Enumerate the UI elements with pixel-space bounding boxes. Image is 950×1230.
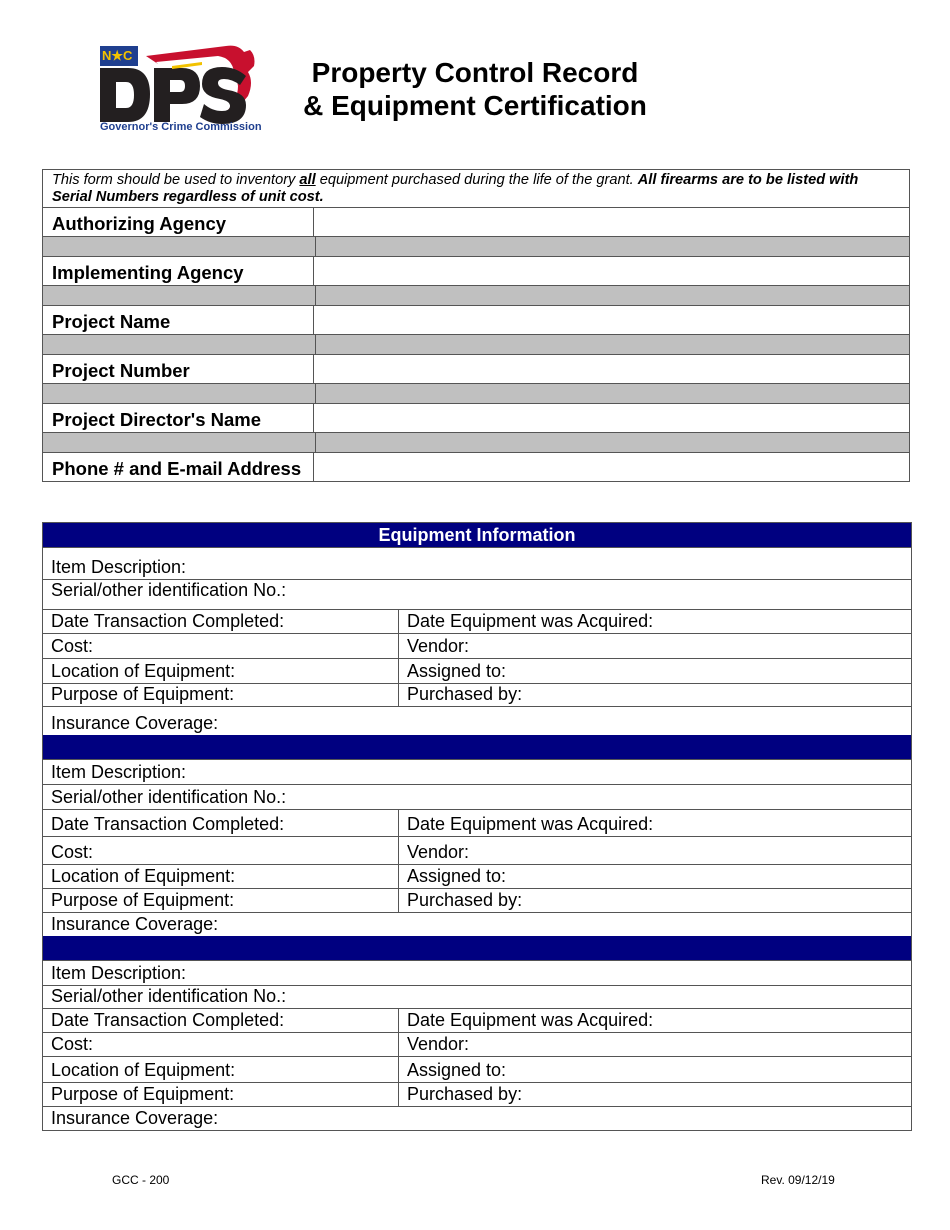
agency-info-table xyxy=(42,169,910,482)
title-line-1: Property Control Record xyxy=(311,57,639,88)
location-assigned-row xyxy=(43,1056,911,1082)
shaded-spacer-row xyxy=(43,384,909,404)
item-description-row[interactable] xyxy=(43,547,911,579)
page-title xyxy=(280,56,670,122)
purpose-label: Purpose of Equipment: xyxy=(51,1084,235,1104)
serial-label: Serial/other identification No.: xyxy=(51,986,287,1006)
field-label: Project Number xyxy=(43,355,314,383)
insurance-row[interactable] xyxy=(43,912,911,936)
insurance-label: Insurance Coverage: xyxy=(51,713,219,733)
instructions-text: This form should be used to inventory all equipment purchased during the life of the grant. All firearms are to be listed with Serial Numbers regardless of unit cost. xyxy=(43,170,909,208)
insurance-label: Insurance Coverage: xyxy=(51,1108,219,1128)
vendor-label: Vendor: xyxy=(407,1034,470,1054)
date-row xyxy=(43,1008,911,1032)
purchased-label: Purchased by: xyxy=(407,890,523,910)
date-row xyxy=(43,609,911,633)
agency-row xyxy=(43,404,909,433)
project-director-field[interactable] xyxy=(314,404,909,432)
project-number-field[interactable] xyxy=(314,355,909,383)
insurance-row[interactable] xyxy=(43,1106,911,1130)
purchased-label: Purchased by: xyxy=(407,684,523,704)
project-name-field[interactable] xyxy=(314,306,909,334)
field-label: Implementing Agency xyxy=(43,257,314,285)
agency-row xyxy=(43,306,909,335)
cost-vendor-row xyxy=(43,836,911,864)
serial-row[interactable] xyxy=(43,579,911,609)
authorizing-agency-field[interactable] xyxy=(314,208,909,236)
item-description-label: Item Description: xyxy=(51,762,187,782)
serial-row[interactable] xyxy=(43,784,911,809)
purpose-label: Purpose of Equipment: xyxy=(51,684,235,704)
cost-label: Cost: xyxy=(51,1034,94,1054)
assigned-label: Assigned to: xyxy=(407,661,507,681)
location-assigned-row xyxy=(43,658,911,683)
insurance-row[interactable] xyxy=(43,706,911,735)
phone-email-field[interactable] xyxy=(314,453,909,481)
cost-label: Cost: xyxy=(51,842,94,862)
serial-label: Serial/other identification No.: xyxy=(51,787,287,807)
field-label: Authorizing Agency xyxy=(43,208,314,236)
purpose-label: Purpose of Equipment: xyxy=(51,890,235,910)
serial-row[interactable] xyxy=(43,985,911,1008)
vendor-label: Vendor: xyxy=(407,842,470,862)
date-transaction-label: Date Transaction Completed: xyxy=(51,1010,285,1030)
date-transaction-label: Date Transaction Completed: xyxy=(51,814,285,834)
vendor-label: Vendor: xyxy=(407,636,470,656)
date-acquired-label: Date Equipment was Acquired: xyxy=(407,814,654,834)
purchased-label: Purchased by: xyxy=(407,1084,523,1104)
item-description-row[interactable] xyxy=(43,960,911,985)
logo-subtitle: Governor's Crime Commission xyxy=(100,121,262,133)
insurance-label: Insurance Coverage: xyxy=(51,914,219,934)
shaded-spacer-row xyxy=(43,286,909,306)
implementing-agency-field[interactable] xyxy=(314,257,909,285)
shaded-spacer-row xyxy=(43,335,909,355)
item-description-label: Item Description: xyxy=(51,963,187,983)
revision-date: Rev. 09/12/19 xyxy=(761,1173,835,1187)
equipment-info-table xyxy=(42,522,912,1131)
shaded-spacer-row xyxy=(43,433,909,453)
serial-label: Serial/other identification No.: xyxy=(51,580,287,600)
location-assigned-row xyxy=(43,864,911,888)
title-line-2: & Equipment Certification xyxy=(303,90,647,121)
purpose-purchased-row xyxy=(43,888,911,912)
cost-label: Cost: xyxy=(51,636,94,656)
field-label: Project Name xyxy=(43,306,314,334)
location-label: Location of Equipment: xyxy=(51,1060,236,1080)
agency-row xyxy=(43,208,909,237)
shaded-spacer-row xyxy=(43,237,909,257)
record-separator-bar xyxy=(43,735,911,759)
record-separator-bar xyxy=(43,936,911,960)
purpose-purchased-row xyxy=(43,1082,911,1106)
logo-state-mark: N★C xyxy=(102,48,133,63)
cost-vendor-row xyxy=(43,633,911,658)
item-description-row[interactable] xyxy=(43,759,911,784)
assigned-label: Assigned to: xyxy=(407,866,507,886)
field-label: Project Director's Name xyxy=(43,404,314,432)
item-description-label: Item Description: xyxy=(51,557,187,577)
cost-vendor-row xyxy=(43,1032,911,1056)
purpose-purchased-row xyxy=(43,683,911,706)
date-transaction-label: Date Transaction Completed: xyxy=(51,611,285,631)
equipment-section-heading: Equipment Information xyxy=(43,523,911,547)
agency-row xyxy=(43,355,909,384)
location-label: Location of Equipment: xyxy=(51,866,236,886)
form-number: GCC - 200 xyxy=(112,1173,170,1187)
location-label: Location of Equipment: xyxy=(51,661,236,681)
agency-row xyxy=(43,257,909,286)
date-row xyxy=(43,809,911,836)
dps-logo xyxy=(98,42,262,138)
agency-row xyxy=(43,453,909,481)
assigned-label: Assigned to: xyxy=(407,1060,507,1080)
date-acquired-label: Date Equipment was Acquired: xyxy=(407,611,654,631)
date-acquired-label: Date Equipment was Acquired: xyxy=(407,1010,654,1030)
field-label: Phone # and E-mail Address xyxy=(43,453,314,481)
